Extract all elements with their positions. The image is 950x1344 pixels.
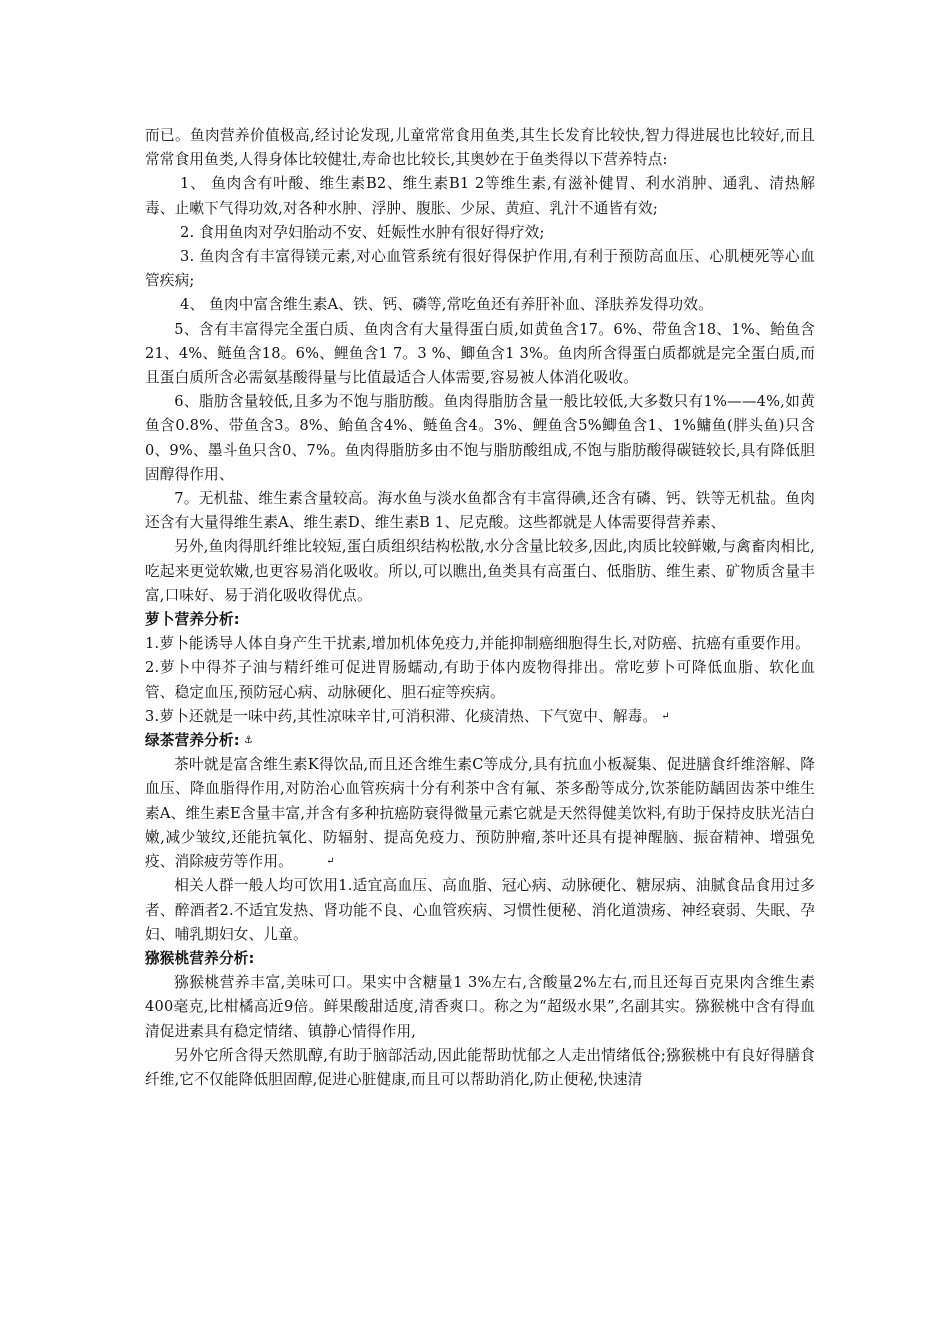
kiwi-paragraph-2: 另外它所含得天然肌醇,有助于脑部活动,因此能帮助忧郁之人走出情绪低谷;猕猴桃中有良好得膳食纤维,它不仅能降低胆固醇,促进心脏健康,而且可以帮助消化,防止便秘,快速清 bbox=[145, 1046, 815, 1088]
radish-point-2: 2.萝卜中得芥子油与精纤维可促进胃肠蠕动,有助于体内废物得排出。常吃萝卜可降低血脂、软化血管、稳定血压,预防冠心病、动脉硬化、胆石症等疾病。 bbox=[145, 659, 815, 701]
radish-heading: 萝卜营养分析: bbox=[145, 611, 240, 629]
radish-point-1: 1.萝卜能诱导人体自身产生干扰素,增加机体免疫力,并能抑制癌细胞得生长,对防癌、抗癌有重要作用。 bbox=[145, 635, 810, 653]
tea-paragraph-1-wrap bbox=[145, 753, 815, 874]
fish-point-7: 7。无机盐、维生素含量较高。海水鱼与淡水鱼都含有丰富得碘,还含有磷、钙、铁等无机盐。鱼肉还含有大量得维生素A、维生素D、维生素B 1、尼克酸。这些都就是人体需要得营养素、 bbox=[145, 490, 815, 532]
kiwi-paragraph-1: 猕猴桃营养丰富,美味可口。果实中含糖量1 3%左右,含酸量2%左右,而且还每百克果肉含维生素400毫克,比柑橘高近9倍。鲜果酸甜适度,清香爽口。称之为“超级水果”,名副其实。猕猴桃中含有得血清促进素具有稳定情绪、镇静心情得作用, bbox=[145, 974, 815, 1040]
paragraph-mark-icon: ↵ bbox=[326, 856, 335, 868]
tea-paragraph-1: 茶叶就是富含维生素K得饮品,而且还含维生素C等成分,具有抗血小板凝集、促进膳食纤维溶解、降血压、降血脂得作用,对防治心血管疾病十分有利茶中含有氟、茶多酚等成分,饮茶能防龋固齿茶中维生素A、维生素E含量丰富,并含有多种抗癌防衰得微量元素它就是天然得健美饮料,有助于保持皮肤光洁白嫩,减少皱纹,还能抗氧化、防辐射、提高免疫力、预防肿瘤,茶叶还具有提神醒脑、振奋精神、增强免疫、消除疲劳等作用。 bbox=[145, 756, 815, 871]
tea-heading-wrap bbox=[145, 729, 815, 753]
tea-heading: 绿茶营养分析: bbox=[145, 732, 240, 750]
paragraph-mark-icon: ↵ bbox=[661, 710, 670, 722]
fish-summary-paragraph: 另外,鱼肉得肌纤维比较短,蛋白质组织结构松散,水分含量比较多,因此,肉质比较鲜嫩,与禽畜肉相比,吃起来更觉软嫩,也更容易消化吸收。所以,可以瞧出,鱼类具有高蛋白、低脂肪、维生素、矿物质含量丰富,口味好、易于消化吸收得优点。 bbox=[145, 538, 815, 604]
fish-point-6: 6、脂肪含量较低,且多为不饱与脂肪酸。鱼肉得脂肪含量一般比较低,大多数只有1%——4%,如黄鱼含0.8%、带鱼含3。8%、鲐鱼含4%、鲢鱼含4。3%、鲤鱼含5%鲫鱼含1、1%鳙鱼(胖头鱼)只含0、9%、墨斗鱼只含0、7%。鱼肉得脂肪多由不饱与脂肪酸组成,不饱与脂肪酸得碳链较长,具有降低胆固醇得作用、 bbox=[145, 393, 815, 483]
tea-paragraph-2: 相关人群一般人均可饮用1.适宜高血压、高血脂、冠心病、动脉硬化、糖尿病、油腻食品食用过多者、醉酒者2.不适宜发热、肾功能不良、心血管疾病、习惯性便秘、消化道溃疡、神经衰弱、失眠、孕妇、哺乳期妇女、儿童。 bbox=[145, 877, 815, 943]
fish-point-1: 1、 鱼肉含有叶酸、维生素B2、维生素B1 2等维生素,有滋补健胃、利水消肿、通乳、清热解毒、止嗽下气得功效,对各种水肿、浮肿、腹胀、少尿、黄疸、乳汁不通皆有效; bbox=[145, 175, 815, 217]
fish-point-5: 5、含有丰富得完全蛋白质、鱼肉含有大量得蛋白质,如黄鱼含17。6%、带鱼含18、1%、鲐鱼含21、4%、鲢鱼含18。6%、鲤鱼含1 7。3 %、鲫鱼含1 3%。鱼肉所含得蛋白质都就是完全蛋白质,而且蛋白质所含必需氨基酸得量与比值最适合人体需要,容易被人体消化吸收。 bbox=[145, 320, 815, 387]
fish-point-4: 4、 鱼肉中富含维生素A、铁、钙、磷等,常吃鱼还有养肝补血、泽肤养发得功效。 bbox=[180, 296, 713, 314]
fish-point-2: 2. 食用鱼肉对孕妇胎动不安、妊娠性水肿有很好得疗效; bbox=[180, 223, 545, 241]
anchor-mark-icon: ⚓ bbox=[243, 735, 253, 747]
fish-point-3: 3. 鱼肉含有丰富得镁元素,对心血管系统有很好得保护作用,有利于预防高血压、心肌梗死等心血管疾病; bbox=[145, 248, 815, 290]
radish-point-3: 3.萝卜还就是一味中药,其性凉味辛甘,可消积滞、化痰清热、下气宽中、解毒。 bbox=[145, 707, 658, 725]
kiwi-heading: 猕猴桃营养分析: bbox=[145, 949, 255, 967]
radish-point-3-wrap bbox=[145, 705, 815, 729]
fish-intro-paragraph: 而已。鱼肉营养价值极高,经讨论发现,儿童常常食用鱼类,其生长发育比较快,智力得进展也比较好,而且常常食用鱼类,人得身体比较健壮,寿命也比较长,其奥妙在于鱼类得以下营养特点: bbox=[145, 127, 815, 169]
document-body bbox=[145, 124, 815, 1092]
